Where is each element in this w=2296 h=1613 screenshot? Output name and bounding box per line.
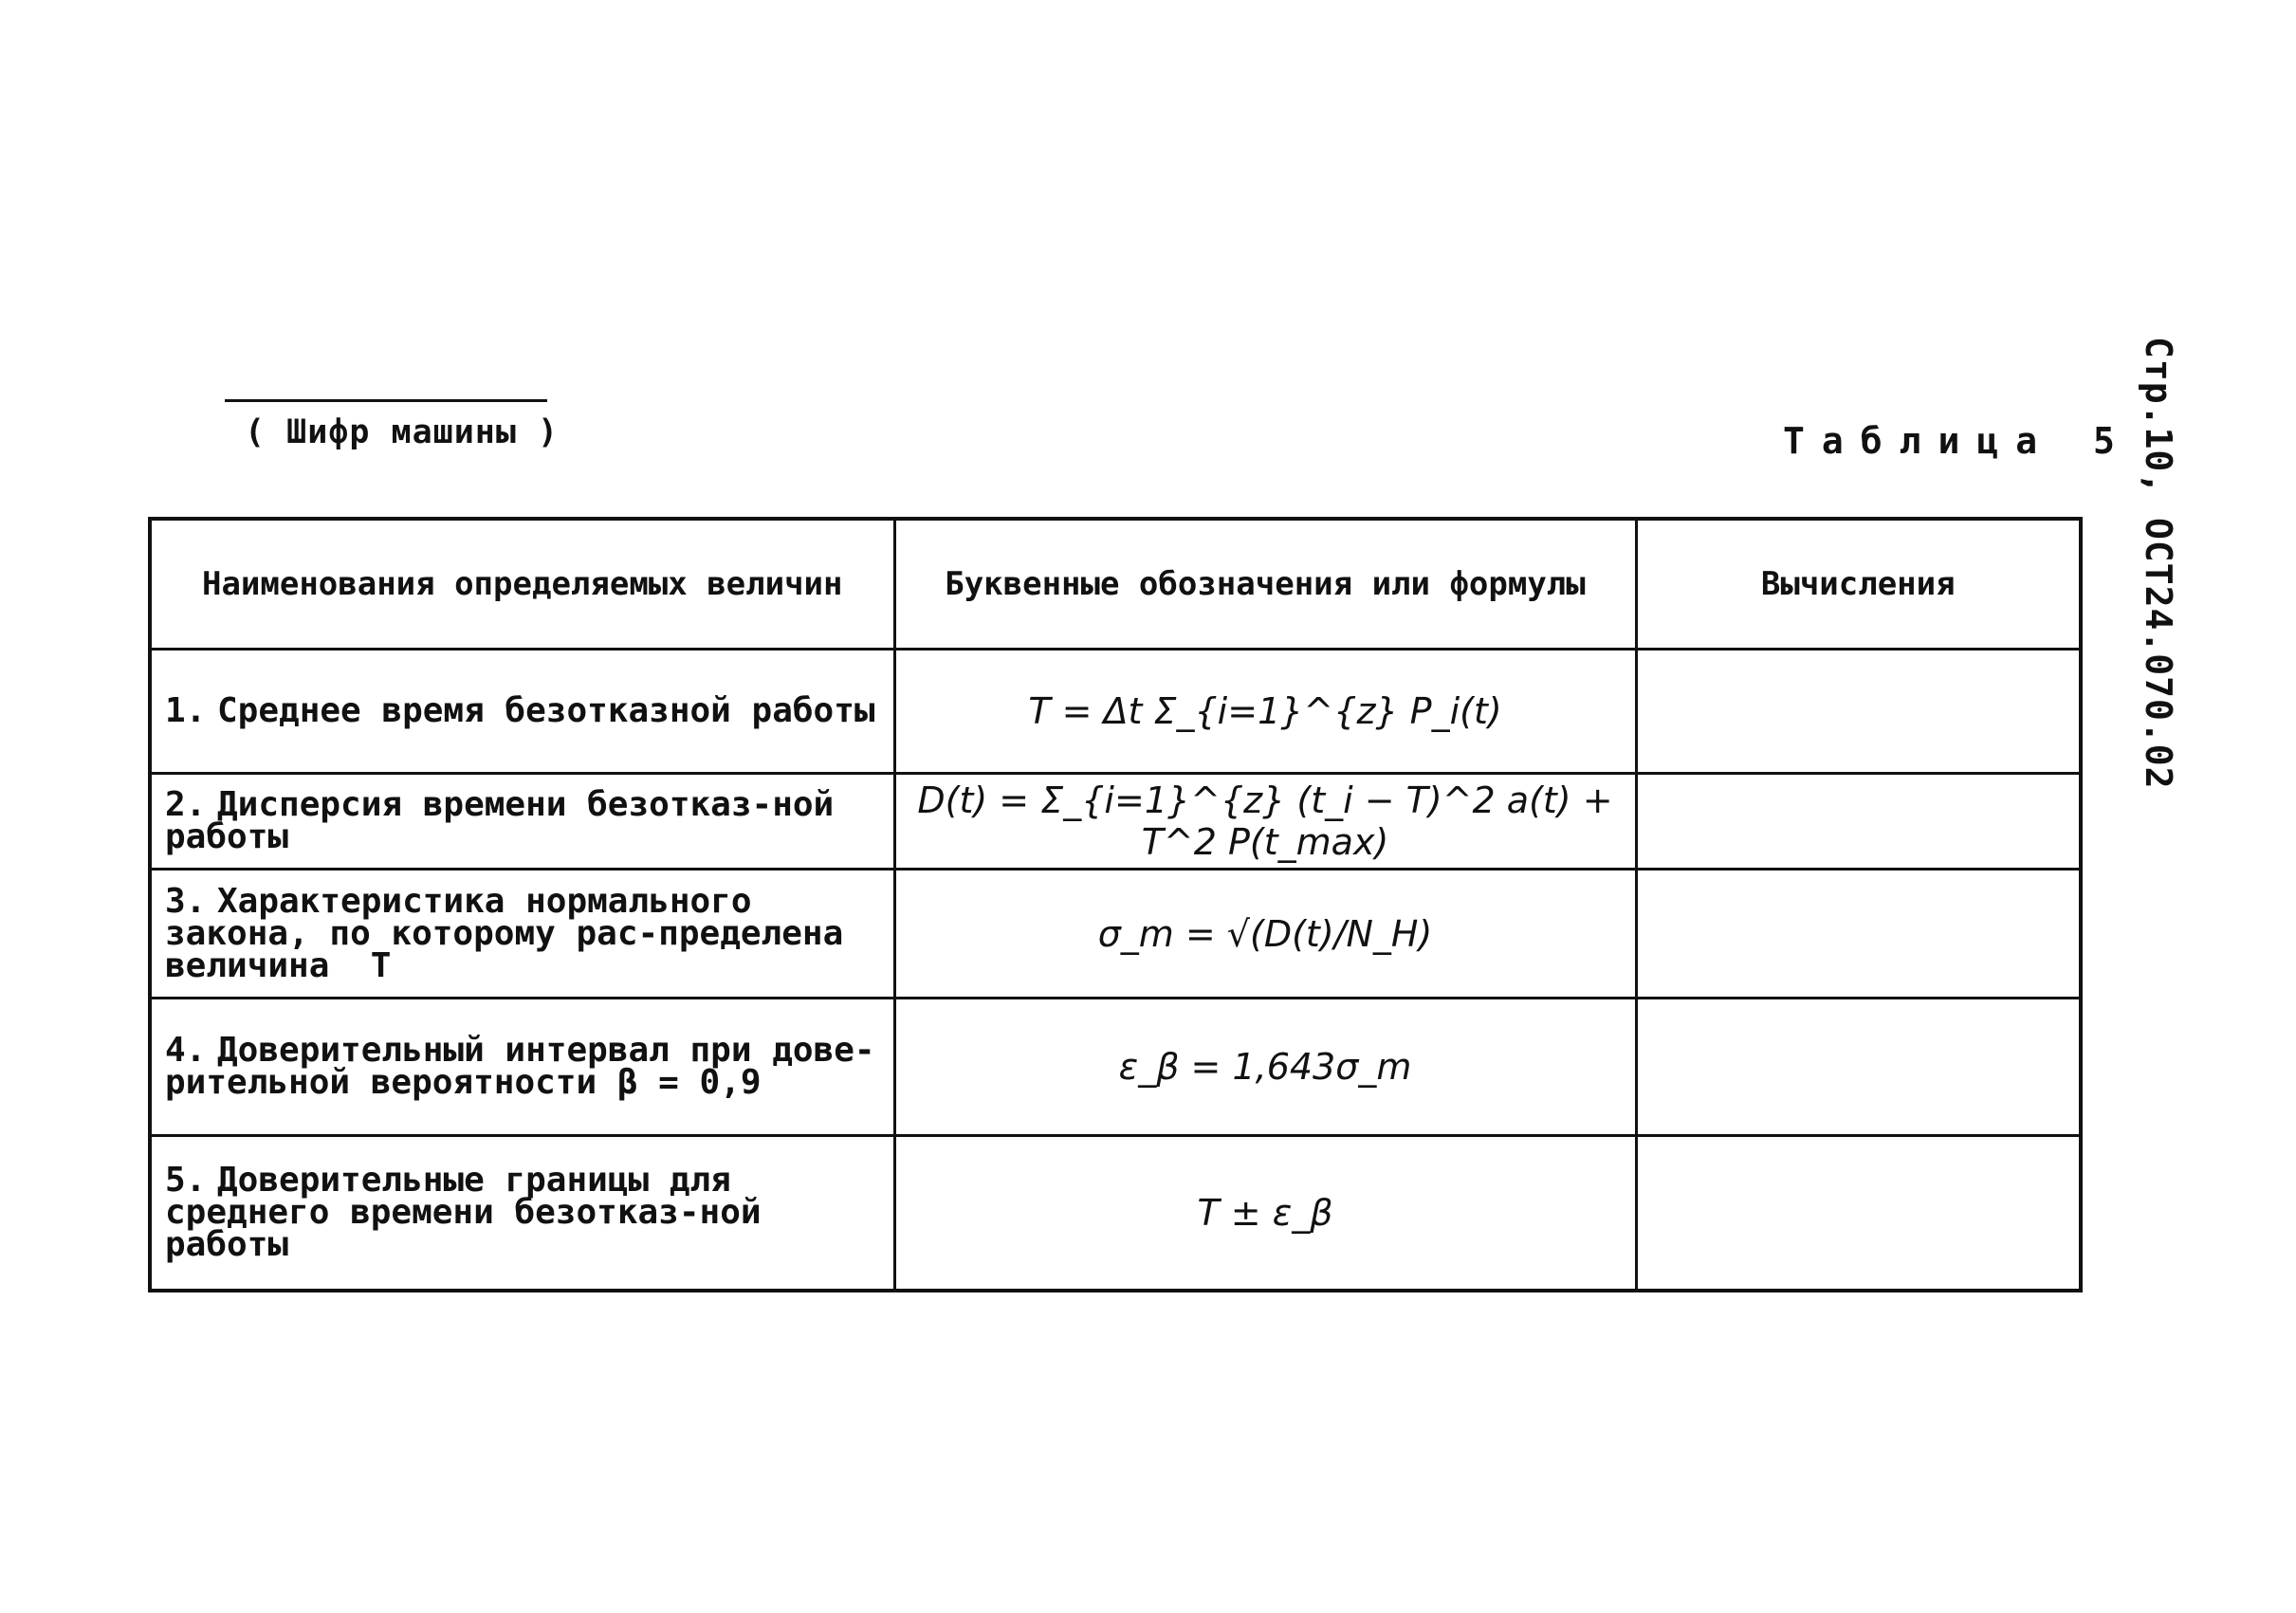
calculation-cell[interactable]	[1636, 650, 2081, 774]
row-name-cell	[150, 999, 894, 1136]
row-number: 3.	[165, 881, 207, 921]
row-name-cell	[150, 650, 894, 774]
page-reference: Стр.10, ОСТ24.070.02	[2138, 337, 2179, 790]
calculation-table	[148, 517, 2083, 1292]
formula-confidence-interval: ε_β = 1,643σ_m	[1118, 1046, 1412, 1088]
calculation-cell[interactable]	[1636, 1136, 2081, 1291]
table-row	[150, 999, 2081, 1136]
column-header-quantities: Наименования определяемых величин	[150, 519, 894, 650]
row-name-cell	[150, 774, 894, 870]
row-number: 1.	[165, 691, 207, 730]
row-number: 5.	[165, 1160, 207, 1200]
row-name: Доверительный интервал при дове-рительной вероятности β = 0,9	[165, 1031, 875, 1102]
formula-cell	[894, 999, 1636, 1136]
row-name-cell	[150, 870, 894, 999]
formula-cell	[894, 1136, 1636, 1291]
row-name: Доверительные границы для среднего времени безотказ-ной работы	[165, 1160, 782, 1264]
machine-cipher-label: ( Шифр машины )	[245, 413, 560, 451]
cipher-underline	[225, 399, 547, 402]
formula-sigma: σ_m = √(D(t)/N_H)	[1097, 912, 1433, 955]
row-name: Дисперсия времени безотказ-ной работы	[165, 785, 854, 856]
calculation-cell[interactable]	[1636, 870, 2081, 999]
formula-mean-time: T = Δt Σ_{i=1}^{z} P_i(t)	[1028, 690, 1502, 732]
table-row	[150, 774, 2081, 870]
table-row	[150, 1136, 2081, 1291]
row-number: 4.	[165, 1031, 207, 1070]
column-header-formulas: Буквенные обозначения или формулы	[894, 519, 1636, 650]
formula-confidence-bounds: T ± ε_β	[1197, 1191, 1333, 1234]
formula-cell	[894, 774, 1636, 870]
table-row	[150, 650, 2081, 774]
formula-dispersion: D(t) = Σ_{i=1}^{z} (t_i − T)^2 a(t) + T^2 P(t_max)	[917, 779, 1613, 863]
calculation-cell[interactable]	[1636, 774, 2081, 870]
table-row	[150, 870, 2081, 999]
column-header-calculations: Вычисления	[1636, 519, 2081, 650]
row-number: 2.	[165, 785, 207, 824]
table-header-row	[150, 519, 2081, 650]
row-name: Характеристика нормального закона, по которому рас-пределена величина T	[165, 881, 864, 985]
formula-cell	[894, 870, 1636, 999]
formula-cell	[894, 650, 1636, 774]
table-title: Таблица 5	[1783, 420, 2132, 462]
calculation-cell[interactable]	[1636, 999, 2081, 1136]
row-name: Среднее время безотказной работы	[217, 691, 875, 730]
row-name-cell	[150, 1136, 894, 1291]
